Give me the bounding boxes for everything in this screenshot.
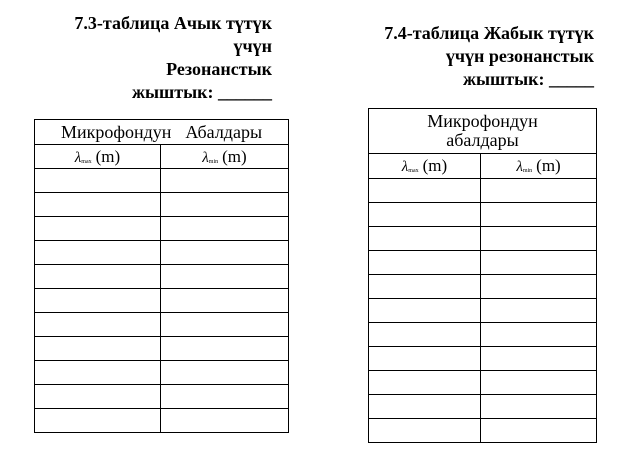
table-row (35, 409, 289, 433)
table-header: Микрофондун Абалдары (35, 120, 289, 145)
empty-cell (481, 419, 597, 443)
empty-cell (161, 217, 289, 241)
column-header-lambda-max (35, 145, 161, 169)
empty-cell (161, 361, 289, 385)
empty-cell (481, 179, 597, 203)
table-row (369, 227, 597, 251)
empty-cell (369, 251, 481, 275)
subscript: min (522, 168, 533, 174)
empty-cell (481, 347, 597, 371)
header-line: Микрофондун (427, 111, 538, 131)
empty-cell (369, 323, 481, 347)
table-row (369, 323, 597, 347)
table-row (35, 217, 289, 241)
empty-cell (481, 371, 597, 395)
empty-cell (161, 337, 289, 361)
subscript: max (408, 168, 419, 174)
empty-cell (35, 361, 161, 385)
empty-cell (369, 347, 481, 371)
empty-cell (481, 395, 597, 419)
column-header-lambda-max (369, 154, 481, 179)
lambda-symbol: λ (401, 159, 409, 175)
unit: (m) (95, 146, 121, 166)
empty-cell (161, 193, 289, 217)
table-row (35, 337, 289, 361)
table-row (35, 289, 289, 313)
empty-cell (481, 323, 597, 347)
empty-cell (369, 419, 481, 443)
empty-cell (481, 299, 597, 323)
subscript: min (208, 158, 219, 165)
empty-cell (369, 395, 481, 419)
empty-cell (35, 241, 161, 265)
empty-cell (161, 241, 289, 265)
empty-cell (161, 265, 289, 289)
table-row (35, 361, 289, 385)
empty-cell (161, 169, 289, 193)
table-row (35, 241, 289, 265)
empty-cell (35, 169, 161, 193)
unit: (m) (422, 156, 448, 175)
empty-cell (35, 289, 161, 313)
table-row (35, 169, 289, 193)
table-row (35, 193, 289, 217)
empty-cell (369, 275, 481, 299)
empty-cell (161, 289, 289, 313)
table-row (35, 265, 289, 289)
title-line: үчүн резонанстык (445, 46, 594, 66)
table-row (369, 299, 597, 323)
title-line: 7.3-таблица Ачык түтүк (74, 13, 272, 33)
table-row (369, 275, 597, 299)
title-line: жыштык: ______ (131, 82, 272, 102)
table-row (35, 385, 289, 409)
column-header-lambda-min (161, 145, 289, 169)
header-line: абалдары (446, 130, 519, 150)
table-7-4 (368, 108, 597, 443)
unit: (m) (536, 156, 561, 175)
unit: (m) (222, 146, 247, 166)
table-row (369, 179, 597, 203)
empty-cell (161, 385, 289, 409)
empty-cell (35, 409, 161, 433)
empty-cell (369, 227, 481, 251)
column-header-lambda-min (481, 154, 597, 179)
table-7-4-title (330, 22, 594, 91)
table-row (369, 347, 597, 371)
title-line: 7.4-таблица Жабык түтүк (384, 23, 594, 43)
empty-cell (481, 227, 597, 251)
empty-cell (481, 251, 597, 275)
empty-cell (369, 371, 481, 395)
empty-cell (35, 193, 161, 217)
empty-cell (481, 203, 597, 227)
subscript: max (81, 158, 92, 165)
table-header (369, 109, 597, 154)
title-line: жыштык: _____ (462, 69, 594, 89)
empty-cell (35, 313, 161, 337)
lambda-symbol: λ (202, 149, 209, 166)
table-7-3 (34, 119, 289, 433)
table-7-3-title (20, 12, 272, 104)
empty-cell (35, 337, 161, 361)
lambda-symbol: λ (74, 149, 82, 166)
title-line: үчүн (233, 36, 272, 56)
empty-cell (369, 203, 481, 227)
table-row (369, 371, 597, 395)
table-row (369, 203, 597, 227)
table-row (369, 251, 597, 275)
title-line: Резонанстык (166, 59, 272, 79)
empty-cell (161, 409, 289, 433)
table-row (369, 395, 597, 419)
empty-cell (369, 299, 481, 323)
empty-cell (369, 179, 481, 203)
empty-cell (161, 313, 289, 337)
empty-cell (481, 275, 597, 299)
lambda-symbol: λ (516, 159, 523, 175)
table-row (35, 313, 289, 337)
empty-cell (35, 265, 161, 289)
empty-cell (35, 385, 161, 409)
empty-cell (35, 217, 161, 241)
table-row (369, 419, 597, 443)
